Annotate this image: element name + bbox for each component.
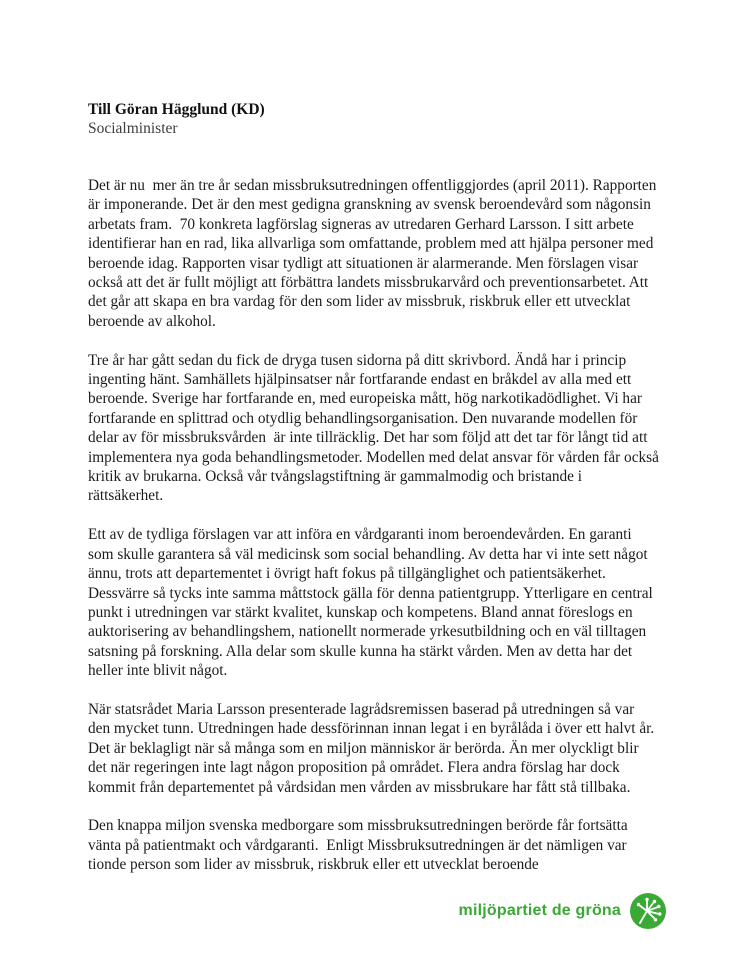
recipient-name: Till Göran Hägglund (KD)	[88, 101, 265, 118]
letter-paragraph-4: När statsrådet Maria Larsson presenterade lagrådsremissen baserad på utredningen så var den mycket tunn. Utredningen hade dessförinnan innan legat i en byrålåda i över ett halvt år. Det är beklagligt när så många som en miljon människor är berörda. Än mer olyckligt blir det när regeringen inte lagt någon proposition på området. Flera andra förslag har dock kommit från departementet på vårdsidan men vården av missbrukare har fått stå tillbaka.	[88, 700, 659, 796]
letter-paragraph-3: Ett av de tydliga förslagen var att införa en vårdgaranti inom beroendevården. En garanti som skulle garantera så väl medicinsk som social behandling. Av detta har vi inte sett något ännu, trots att departementet i övrigt haft fokus på tillgänglighet och patientsäkerhet. Dessvärre så tycks inte samma måttstock gälla för denna patientgrupp. Ytterligare en central punkt i utredningen var stärkt kvalitet, kunskap och kompetens. Bland annat föreslogs en auktorisering av behandlingshem, nationellt normerade yrkesutbildning och en väl tilltagen satsning på forskning. Alla delar som skulle kunna ha stärkt vården. Men av detta har det heller inte blivit något.	[88, 526, 657, 680]
letter-paragraph-1: Det är nu mer än tre år sedan missbruksutredningen offentliggjordes (april 2011). Rapporten är imponerande. Det är den mest gedigna granskning av svensk beroendevård som någonsin arbetats fram. 70 konkreta lagförslag signeras av utredaren Gerhard Larsson. I sitt arbete identifierar han en rad, lika allvarliga som omfattande, problem med att hjälpa personer med beroende idag. Rapporten visar tydligt att situationen är alarmerande. Men förslagen visar också att det är fullt möjligt att förbättra landets missbrukarvård och preventionsarbetet. Att det går att skapa en bra vardag för den som lider av missbruk, riskbruk eller ett utvecklat beroende av alkohol.	[88, 177, 661, 330]
letter-paragraph-5: Den knappa miljon svenska medborgare som missbruksutredningen berörde får fortsätta vänta på patientmakt och vårdgaranti. Enligt Missbruksutredningen är det nämligen var tionde person som lider av missbruk, riskbruk eller ett utvecklat beroende	[88, 817, 632, 874]
party-footer	[459, 893, 666, 929]
party-logo-icon	[630, 893, 666, 929]
party-name-text: miljöpartiet de gröna	[458, 902, 621, 919]
recipient-title: Socialminister	[88, 120, 178, 137]
letter-paragraph-2: Tre år har gått sedan du fick de dryga tusen sidorna på ditt skrivbord. Ändå har i princip ingenting hänt. Samhällets hjälpinsatser når fortfarande endast en bråkdel av alla med ett beroende. Sverige har fortfarande en, med europeiska mått, hög narkotikadödlighet. Vi har fortfarande en splittrad och otydlig behandlingsorganisation. Den nuvarande modellen för delar av för missbruksvården är inte tillräcklig. Det har som följd att det tar för långt tid att implementera nya goda behandlingsmetoder. Modellen med delat ansvar för vården får också kritik av brukarna. Också vår tvångslagstiftning är gammalmodig och bristande i rättsäkerhet.	[88, 351, 663, 505]
letter-header	[88, 100, 660, 138]
